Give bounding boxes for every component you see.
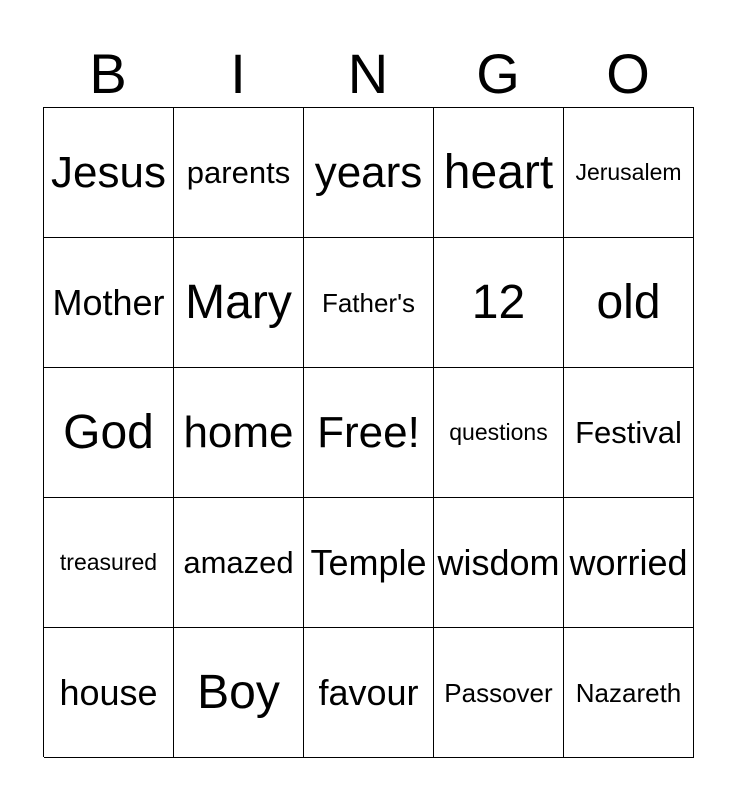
bingo-cell[interactable]: favour	[304, 628, 434, 758]
bingo-cell[interactable]: heart	[434, 108, 564, 238]
bingo-cell[interactable]: Festival	[564, 368, 694, 498]
bingo-cell[interactable]: Boy	[174, 628, 304, 758]
bingo-cell[interactable]: parents	[174, 108, 304, 238]
bingo-board	[43, 107, 694, 757]
bingo-cell[interactable]: old	[564, 238, 694, 368]
bingo-cell[interactable]: Jerusalem	[564, 108, 694, 238]
bingo-header	[43, 40, 693, 108]
bingo-cell[interactable]: Father's	[304, 238, 434, 368]
bingo-cell[interactable]: Mary	[174, 238, 304, 368]
bingo-cell[interactable]: amazed	[174, 498, 304, 628]
bingo-cell[interactable]: God	[44, 368, 174, 498]
bingo-cell[interactable]: house	[44, 628, 174, 758]
bingo-cell[interactable]: questions	[434, 368, 564, 498]
bingo-cell[interactable]: home	[174, 368, 304, 498]
header-letter-g: G	[476, 42, 520, 105]
header-letter-n: N	[347, 42, 389, 105]
bingo-cell[interactable]: years	[304, 108, 434, 238]
bingo-cell[interactable]: Jesus	[44, 108, 174, 238]
header-letter-i: I	[230, 42, 246, 105]
bingo-cell[interactable]: Temple	[304, 498, 434, 628]
bingo-cell[interactable]: 12	[434, 238, 564, 368]
header-letter-b: B	[89, 42, 127, 105]
bingo-cell[interactable]: Nazareth	[564, 628, 694, 758]
header-letter-o: O	[606, 42, 650, 105]
bingo-cell[interactable]: worried	[564, 498, 694, 628]
bingo-cell[interactable]: treasured	[44, 498, 174, 628]
bingo-cell-free[interactable]: Free!	[304, 368, 434, 498]
bingo-cell[interactable]: Mother	[44, 238, 174, 368]
bingo-cell[interactable]: Passover	[434, 628, 564, 758]
bingo-cell[interactable]: wisdom	[434, 498, 564, 628]
